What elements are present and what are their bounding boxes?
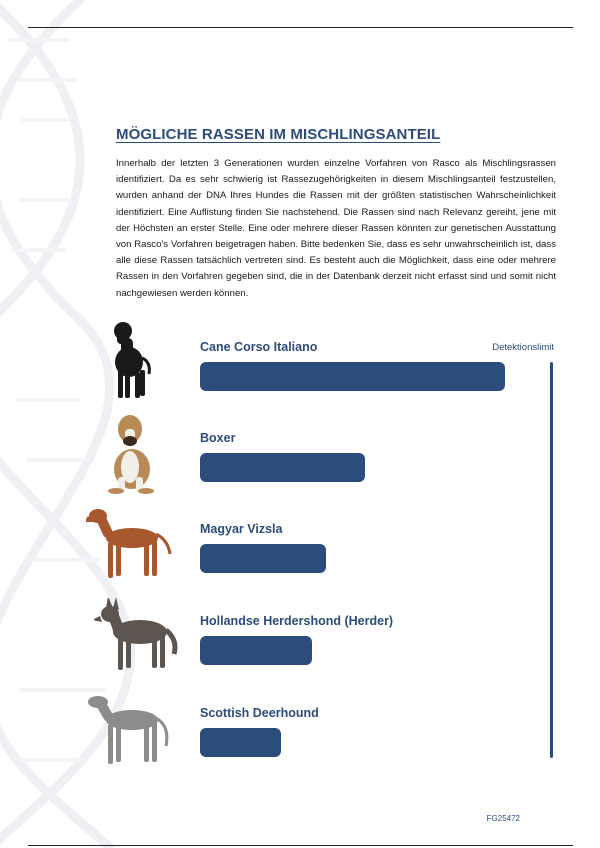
vizsla-dog-icon	[86, 506, 172, 582]
deerhound-dog-icon	[86, 690, 172, 770]
breed-probability-bar	[200, 636, 312, 665]
breed-probability-bar	[200, 728, 281, 757]
bottom-rule	[28, 845, 573, 846]
breed-probability-bar	[200, 544, 326, 573]
breed-name: Scottish Deerhound	[200, 706, 319, 720]
breed-probability-bar	[200, 453, 365, 482]
detection-limit-label: Detektionslimit	[492, 342, 554, 353]
page-title: MÖGLICHE RASSEN IM MISCHLINGSANTEIL	[116, 126, 441, 143]
breed-name: Cane Corso Italiano	[200, 340, 318, 354]
breed-name: Hollandse Herdershond (Herder)	[200, 614, 394, 628]
boxer-dog-icon	[104, 411, 156, 495]
breed-row	[0, 522, 600, 612]
top-rule	[28, 27, 573, 28]
intro-paragraph: Innerhalb der letzten 3 Generationen wurden einzelne Vorfahren von Rasco als Mischlingsrassen identifiziert. Da es sehr schwierig ist Rassezugehörigkeiten in diesem Mischlingsanteil festzustellen, wurden anhand der DNA Ihres Hundes die Rassen mit der größten statistischen Wahrscheinlichkeit identifiziert. Eine Auflistung finden Sie nachstehend. Die Rassen sind nach Relevanz gereiht, jene mit der Höchsten an erster Stelle. Eine oder mehrere dieser Rassen könnten zur genetischen Ausstattung von Rasco's Vorfahren beigetragen haben. Bitte bedenken Sie, dass es sehr unwahrscheinlich ist, dass alle diese Rassen tatsächlich vertreten sind. Es besteht auch die Möglichkeit, dass eine oder mehrere Rassen in den Vorfahren gegeben sind, die in der Datenbank derzeit nicht erfasst sind und somit nicht nachgewiesen werden können.	[116, 158, 556, 299]
document-code: FG25472	[486, 814, 520, 823]
breed-row	[0, 706, 600, 796]
cane-corso-dog-icon	[104, 318, 154, 402]
breed-probability-bar	[200, 362, 505, 391]
breed-name: Boxer	[200, 431, 236, 445]
breed-name: Magyar Vizsla	[200, 522, 283, 536]
breed-row	[0, 340, 600, 430]
dutch-shepherd-dog-icon	[94, 598, 180, 674]
